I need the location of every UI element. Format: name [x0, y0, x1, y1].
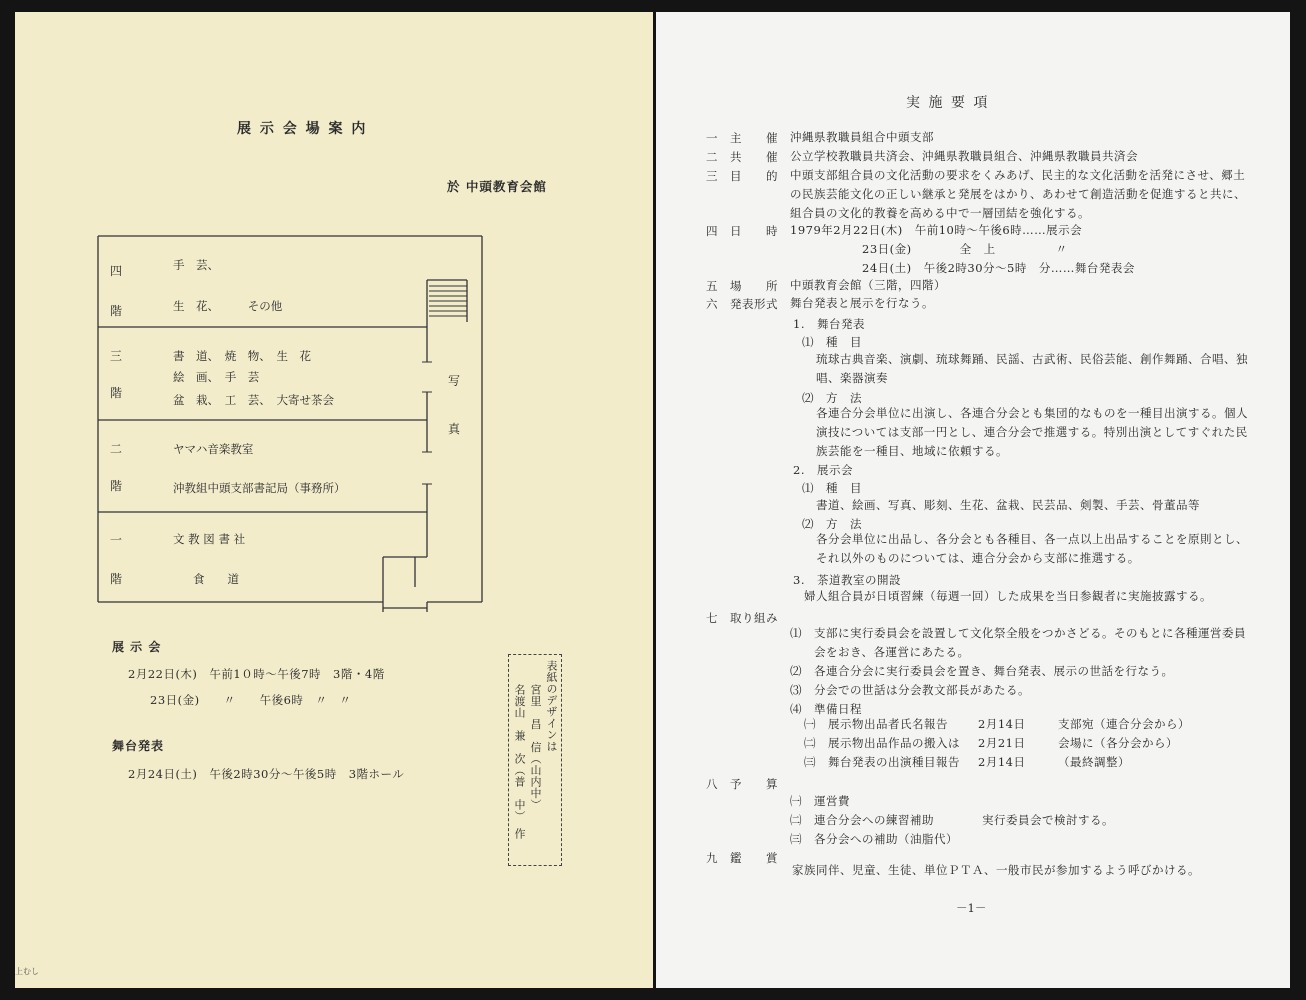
floor-label-3: 三 [110, 349, 123, 363]
schedule-row: ㈠ 展示物出品者氏名報告 2月14日 支部宛（連合分会から） [804, 717, 1190, 731]
floor-label-1: 一 [110, 533, 123, 547]
section-body: 中頭教育会館（三階，四階） [790, 278, 946, 292]
section-body: 公立学校教職員共済会、沖縄県教職員組合、沖縄県教職員共済会 [790, 149, 1138, 163]
cover-design-text: 宮里 昌 信（山内中） [529, 684, 542, 811]
section-number: 六 [706, 297, 718, 311]
stage-kind-body: 琉球古典音楽、演劇、琉球舞踊、民謡、古武術、民俗芸能、創作舞踊、合唱、独 唱、楽器演奏 [816, 352, 1248, 385]
section-key: 共 催 [730, 150, 778, 164]
stage-line: 2月24日(土) 午後2時30分～午後5時 3階ホール [128, 767, 405, 781]
venue-name: 於 中頭教育会館 [447, 179, 547, 194]
section-number: 八 [706, 777, 718, 791]
tea-form-heading: 3. 茶道教室の開設 [793, 573, 901, 587]
section-8-body: ㈠ 運営費 ㈡ 連合分会への練習補助 実行委員会で検討する。 ㈢ 各分会への補助（油脂代） [790, 794, 1114, 846]
cover-design-text: 表紙のデザインは [545, 660, 558, 752]
section-number: 三 [706, 169, 718, 183]
exhibition-line: 2月22日(木) 午前1０時～午後7時 3階・4階 [128, 667, 385, 681]
floor-label-4-kai: 階 [110, 304, 123, 318]
exhibit-kind-body: 書道、絵画、写真、彫刻、生花、盆栽、民芸品、剣製、手芸、骨董品等 [816, 498, 1200, 512]
section-key: 予 算 [730, 777, 778, 791]
section-body: 1979年2月22日(木) 午前10時～午後6時……展示会 23日(金) 全 上 〃 24日(土) 午後2時30分～5時 分……舞台発表会 [790, 223, 1135, 275]
section-key: 発表形式 [730, 297, 778, 311]
stage-heading: 舞台発表 [112, 739, 165, 753]
section-9-body: 家族同伴、児童、生徒、単位ＰＴＡ、一般市民が参加するよう呼びかける。 [792, 863, 1200, 877]
schedule-row: ㈢ 舞台発表の出演種目報告 2月14日 （最終調整） [804, 755, 1130, 769]
section-key: 日 時 [730, 224, 778, 238]
section-number: 五 [706, 279, 718, 293]
floor-3-item: 書 道、 焼 物、 生 花 [173, 349, 311, 363]
section-number: 一 [706, 131, 718, 145]
section-number: 二 [706, 150, 718, 164]
left-page [15, 12, 653, 988]
section-7-body: ⑴ 支部に実行委員会を設置して文化祭全般をつかさどる。そのもとに各種運営委員 会をおき、各運営にあたる。 ⑵ 各連合分会に実行委員会を置き、舞台発表、展示の世話を行なう。 ⑶ 分会での世話は分会教文部長があたる。 ⑷ 準備日程 [790, 626, 1246, 716]
schedule-row: ㈡ 展示物出品作品の搬入は 2月21日 会場に（各分会から） [804, 736, 1178, 750]
floor-label-3-kai: 階 [110, 386, 123, 400]
photo-label: 真 [448, 422, 461, 436]
page-number: －1－ [956, 901, 987, 915]
floor-1-item: 食 道 [193, 572, 239, 586]
stage-kind-heading: ⑴ 種 目 [802, 335, 862, 349]
floor-3-item: 盆 栽、 工 芸、 大寄せ茶会 [173, 393, 334, 407]
exhibit-kind-heading: ⑴ 種 目 [802, 481, 862, 495]
exhibition-heading: 展 示 会 [112, 640, 162, 654]
section-number: 九 [706, 851, 718, 865]
guidelines-title: 実 施 要 項 [906, 95, 990, 111]
floor-3-item: 絵 画、 手 芸 [173, 370, 260, 384]
stage-form-heading: 1. 舞台発表 [793, 317, 865, 331]
floor-1-item: 文 教 図 書 社 [173, 532, 246, 546]
section-number: 七 [706, 611, 718, 625]
floor-4-item: 手 芸、 [173, 258, 219, 272]
section-number: 四 [706, 224, 718, 238]
floor-2-item: ヤマハ音楽教室 [173, 442, 254, 456]
stage-method-body: 各連合分会単位に出演し、各連合分会とも集団的なものを一種目出演する。個人 演技については支部一円とし、連合分会で推選する。特別出演としてすぐれた民 族芸能を一種目、地域に依頼する。 [816, 406, 1248, 458]
exhibit-method-heading: ⑵ 方 法 [802, 517, 862, 531]
section-body: 中頭支部組合員の文化活動の要求をくみあげ、民主的な文化活動を活発にさせ、郷土 の民族芸能文化の正しい継承と発展をはかり、あわせて創造活動を促進すると共に、 組合員の文化的教養を高める中で一層団結を強化する。 [790, 168, 1246, 220]
floor-label-2: 二 [110, 442, 123, 456]
stage-method-heading: ⑵ 方 法 [802, 391, 862, 405]
floor-label-2-kai: 階 [110, 479, 123, 493]
section-key: 鑑 賞 [730, 851, 778, 865]
section-key: 取り組み [730, 611, 778, 625]
section-key: 場 所 [730, 279, 778, 293]
section-key: 主 催 [730, 131, 778, 145]
cover-design-text: 名渡山 兼 次（普 中） 作 [513, 684, 526, 840]
floor-label-4: 四 [110, 264, 123, 278]
floor-label-1-kai: 階 [110, 572, 123, 586]
section-body: 舞台発表と展示を行なう。 [790, 296, 934, 310]
section-body: 沖縄県教職員組合中頭支部 [790, 130, 934, 144]
venue-guide-title: 展 示 会 場 案 内 [237, 121, 368, 137]
right-page [656, 12, 1290, 988]
exhibit-form-heading: 2. 展示会 [793, 463, 853, 477]
floor-2-item: 沖教組中頭支部書記局（事務所） [173, 481, 346, 495]
exhibition-line: 23日(金) 〃 午後6時 〃 〃 [150, 693, 352, 707]
exhibit-method-body: 各分会単位に出品し、各分会とも各種目、各一点以上出品することを原則とし、 それ以外のものについては、連合分会から支部に推選する。 [816, 532, 1248, 565]
section-key: 目 的 [730, 169, 778, 183]
corner-mark: 上むし [15, 967, 39, 976]
floor-4-item: 生 花、 その他 [173, 299, 283, 313]
tea-form-desc: 婦人組合員が日頃習練（毎週一回）した成果を当日参観者に実施披露する。 [804, 589, 1212, 603]
photo-label: 写 [448, 374, 461, 388]
